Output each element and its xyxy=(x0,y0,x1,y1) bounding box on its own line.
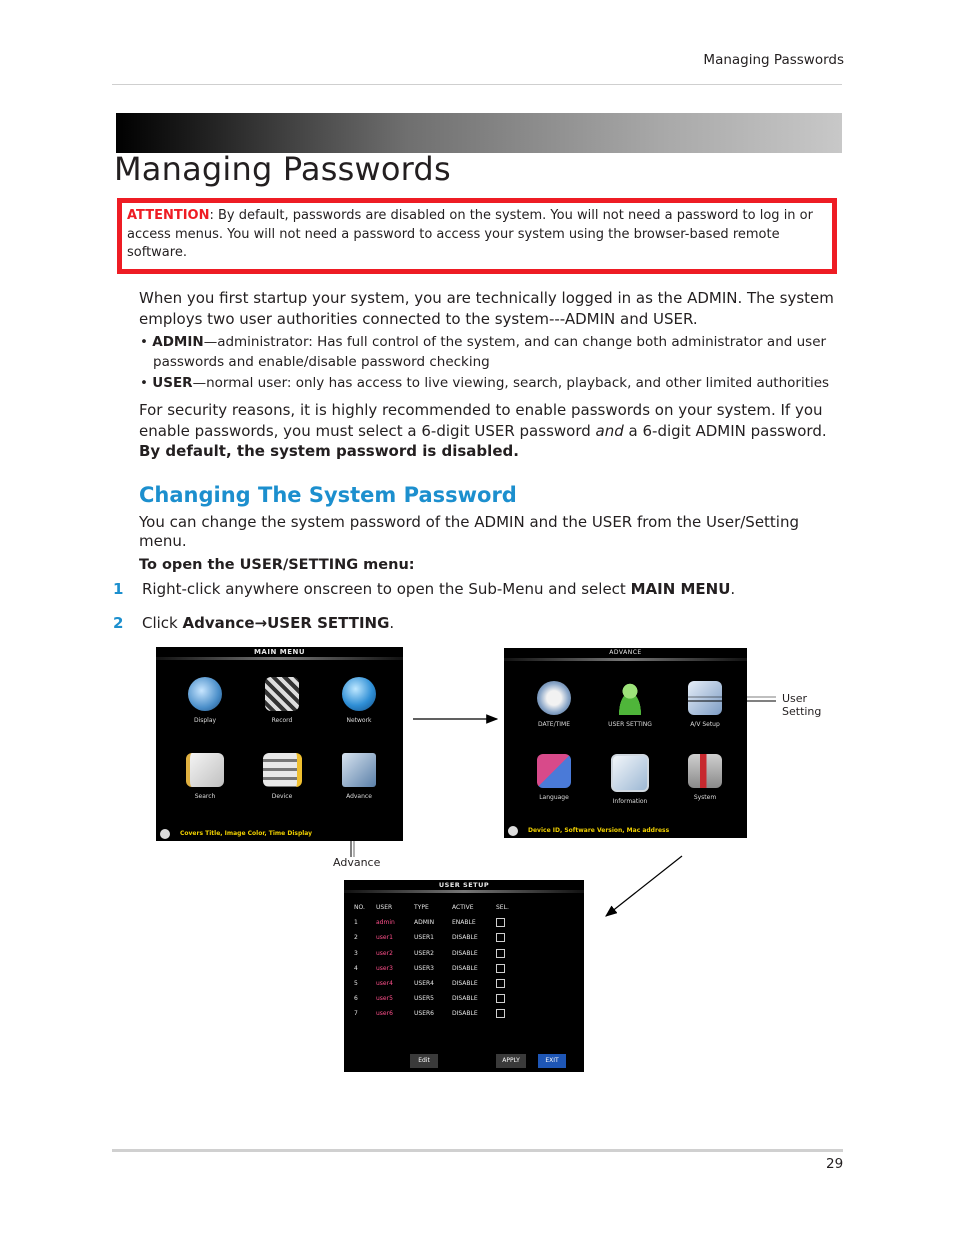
footer-divider xyxy=(112,1149,843,1152)
row-active: ENABLE xyxy=(452,919,476,927)
menu-system-label: System xyxy=(693,794,717,801)
step-1-bold: MAIN MENU xyxy=(630,580,731,598)
step-2-post: . xyxy=(389,614,395,632)
row-user: user4 xyxy=(376,980,393,988)
step-1-pre: Right-click anywhere onscreen to open the Sub-Menu and select xyxy=(142,580,631,598)
row-user: user3 xyxy=(376,964,393,972)
step-1-post: . xyxy=(730,580,736,598)
bullet-user-term: USER xyxy=(152,375,193,391)
menu-network-label: Network xyxy=(346,717,372,724)
row-active: DISABLE xyxy=(452,1010,478,1018)
row-no: 2 xyxy=(354,934,358,942)
menu-date-time-label: DATE/TIME xyxy=(537,721,571,728)
main-menu-title: MAIN MENU xyxy=(253,648,306,656)
step-2-pre: Click xyxy=(142,614,183,632)
step-2-bold-user-setting: USER SETTING xyxy=(267,614,390,632)
bullet-user: • USER—normal user: only has access to live viewing, search, playback, and other limited authorities xyxy=(140,375,830,391)
menu-av-setup-label: A/V Setup xyxy=(690,721,720,728)
menu-user-setting-label: USER SETTING xyxy=(608,721,652,728)
row-no: 3 xyxy=(354,949,358,957)
row-active: DISABLE xyxy=(452,980,478,988)
security-bold: By default, the system password is disabled. xyxy=(139,442,519,460)
step-2-bold-advance: Advance xyxy=(182,614,255,632)
row-user: user6 xyxy=(376,1010,393,1018)
exit-button[interactable]: EXIT xyxy=(538,1054,566,1068)
row-active: DISABLE xyxy=(452,934,478,942)
step-1-number: 1 xyxy=(113,580,124,598)
bullet-user-text: —normal user: only has access to live viewing, search, playback, and other limited authorities xyxy=(192,375,830,391)
attention-label: ATTENTION xyxy=(127,208,210,223)
edit-button[interactable]: Edit xyxy=(410,1054,438,1068)
running-header: Managing Passwords xyxy=(703,52,844,68)
menu-advance-label: Advance xyxy=(346,793,372,800)
callout-advance: Advance xyxy=(333,856,381,869)
row-active: DISABLE xyxy=(452,949,478,957)
col-type: TYPE xyxy=(414,904,429,912)
col-no: NO. xyxy=(354,904,365,912)
menu-display-label: Display xyxy=(193,717,217,724)
bullet-admin-text: —administrator: Has full control of the system, and can change both administrator and user passwords and enable/disable password checking xyxy=(153,334,827,370)
main-menu-status-text: Covers Title, Image Color, Time Display xyxy=(180,830,313,837)
procedure-heading: To open the USER/SETTING menu: xyxy=(139,557,415,573)
row-type: USER6 xyxy=(414,1010,434,1018)
row-no: 6 xyxy=(354,995,358,1003)
bullet-admin-term: ADMIN xyxy=(152,334,204,350)
row-type: ADMIN xyxy=(414,919,435,927)
row-user: user2 xyxy=(376,949,393,957)
intro-paragraph: When you first startup your system, you are technically logged in as the ADMIN. The system employs two user authorities connected to the system---ADMIN and USER. xyxy=(139,289,834,328)
row-type: USER3 xyxy=(414,964,434,972)
page-title: Managing Passwords xyxy=(114,150,451,188)
row-type: USER1 xyxy=(414,934,434,942)
section-intro: You can change the system password of the ADMIN and the USER from the User/Setting menu. xyxy=(139,513,799,550)
menu-search-label: Search xyxy=(194,793,216,800)
row-type: USER5 xyxy=(414,995,434,1003)
step-2-number: 2 xyxy=(113,614,124,632)
menu-record-label: Record xyxy=(271,717,293,724)
row-no: 7 xyxy=(354,1010,358,1018)
menu-language-label: Language xyxy=(539,794,569,801)
row-no: 1 xyxy=(354,919,358,927)
row-user: user5 xyxy=(376,995,393,1003)
advance-status-text: Device ID, Software Version, Mac address xyxy=(528,827,670,834)
row-no: 4 xyxy=(354,964,358,972)
menu-information-label: Information xyxy=(612,798,648,805)
menu-device-label: Device xyxy=(271,793,293,800)
user-setup-title: USER SETUP xyxy=(438,881,490,889)
apply-button[interactable]: APPLY xyxy=(496,1054,526,1068)
security-text-1: For security reasons, it is highly recommended to enable passwords on your system. If you enable passwords, you must select a 6-digit USER password xyxy=(139,401,823,440)
row-no: 5 xyxy=(354,980,358,988)
security-text-2: a 6-digit ADMIN password. xyxy=(623,421,827,440)
row-active: DISABLE xyxy=(452,995,478,1003)
col-sel: SEL. xyxy=(496,904,509,912)
row-user: user1 xyxy=(376,934,393,942)
row-user: admin xyxy=(376,919,395,927)
page-number: 29 xyxy=(826,1156,844,1172)
advance-menu-title: ADVANCE xyxy=(609,649,642,656)
row-type: USER2 xyxy=(414,949,434,957)
step-2-arrow-icon: → xyxy=(254,614,268,632)
security-italic: and xyxy=(595,421,624,440)
col-active: ACTIVE xyxy=(452,904,474,912)
row-type: USER4 xyxy=(414,980,434,988)
row-active: DISABLE xyxy=(452,964,478,972)
arrow-to-user-setup xyxy=(606,856,682,916)
attention-text: : By default, passwords are disabled on the system. You will not need a password to log in or access menus. You will not need a password to access your system using the browser-based remote software. xyxy=(127,208,813,260)
col-user: USER xyxy=(376,904,393,912)
bullet-admin: • ADMIN—administrator: Has full control of the system, and can change both administrator and user passwords and enable/disable password checking xyxy=(140,334,827,370)
callout-user-setting: User Setting xyxy=(782,692,822,718)
section-heading: Changing The System Password xyxy=(139,483,517,507)
